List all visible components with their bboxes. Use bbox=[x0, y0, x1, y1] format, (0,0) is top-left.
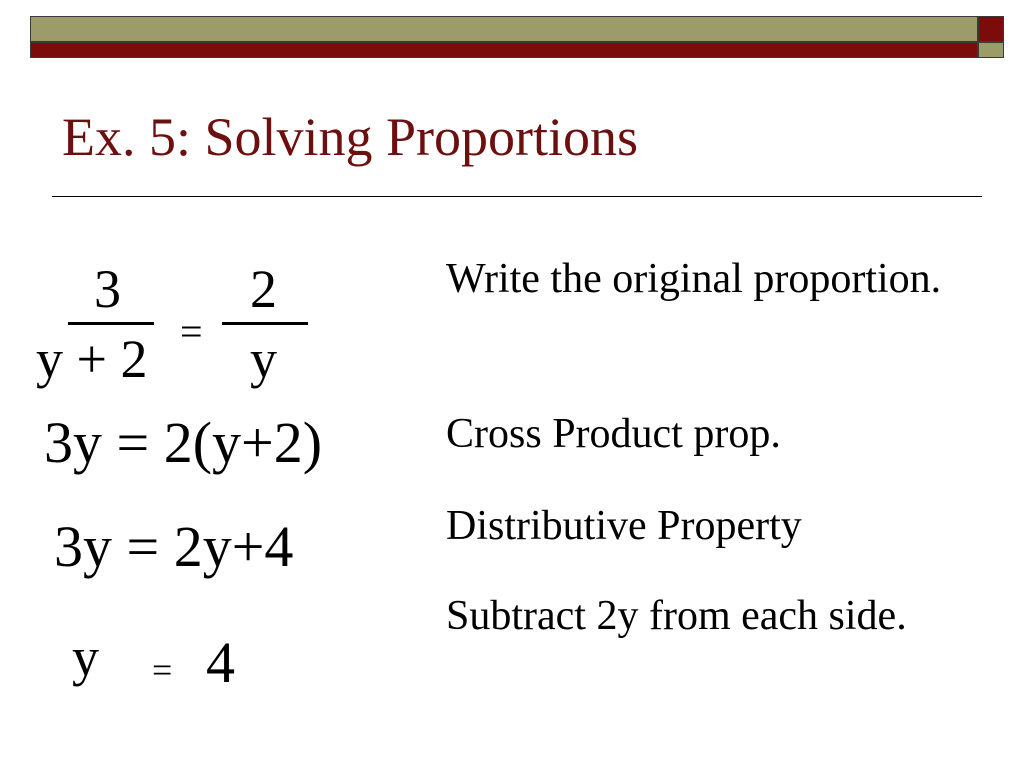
result-value: 4 bbox=[206, 630, 235, 695]
cross-product-equation: 3y = 2(y+2) bbox=[44, 410, 323, 475]
title-underline bbox=[52, 196, 982, 197]
step-cross-product: Cross Product prop. bbox=[446, 411, 781, 457]
result-variable: y bbox=[72, 627, 99, 687]
fraction-left-denominator: y + 2 bbox=[36, 329, 148, 389]
fraction-right-bar bbox=[222, 322, 308, 325]
header-square-olive bbox=[978, 42, 1004, 58]
step-subtract: Subtract 2y from each side. bbox=[446, 593, 907, 639]
fraction-left-numerator: 3 bbox=[94, 259, 121, 319]
step-write-original: Write the original proportion. bbox=[446, 256, 942, 302]
fraction-right-numerator: 2 bbox=[250, 259, 277, 319]
distributive-equation: 3y = 2y+4 bbox=[54, 514, 294, 579]
fraction-right-denominator: y bbox=[250, 329, 277, 389]
header-band-olive bbox=[30, 16, 978, 42]
header-band-red bbox=[30, 42, 978, 58]
fraction-equals-sign: = bbox=[180, 309, 203, 354]
header-square-red bbox=[978, 16, 1004, 42]
step-distributive: Distributive Property bbox=[446, 503, 802, 549]
slide-title: Ex. 5: Solving Proportions bbox=[62, 107, 639, 167]
result-equals-sign: = bbox=[152, 650, 173, 690]
fraction-left-bar bbox=[68, 322, 154, 325]
